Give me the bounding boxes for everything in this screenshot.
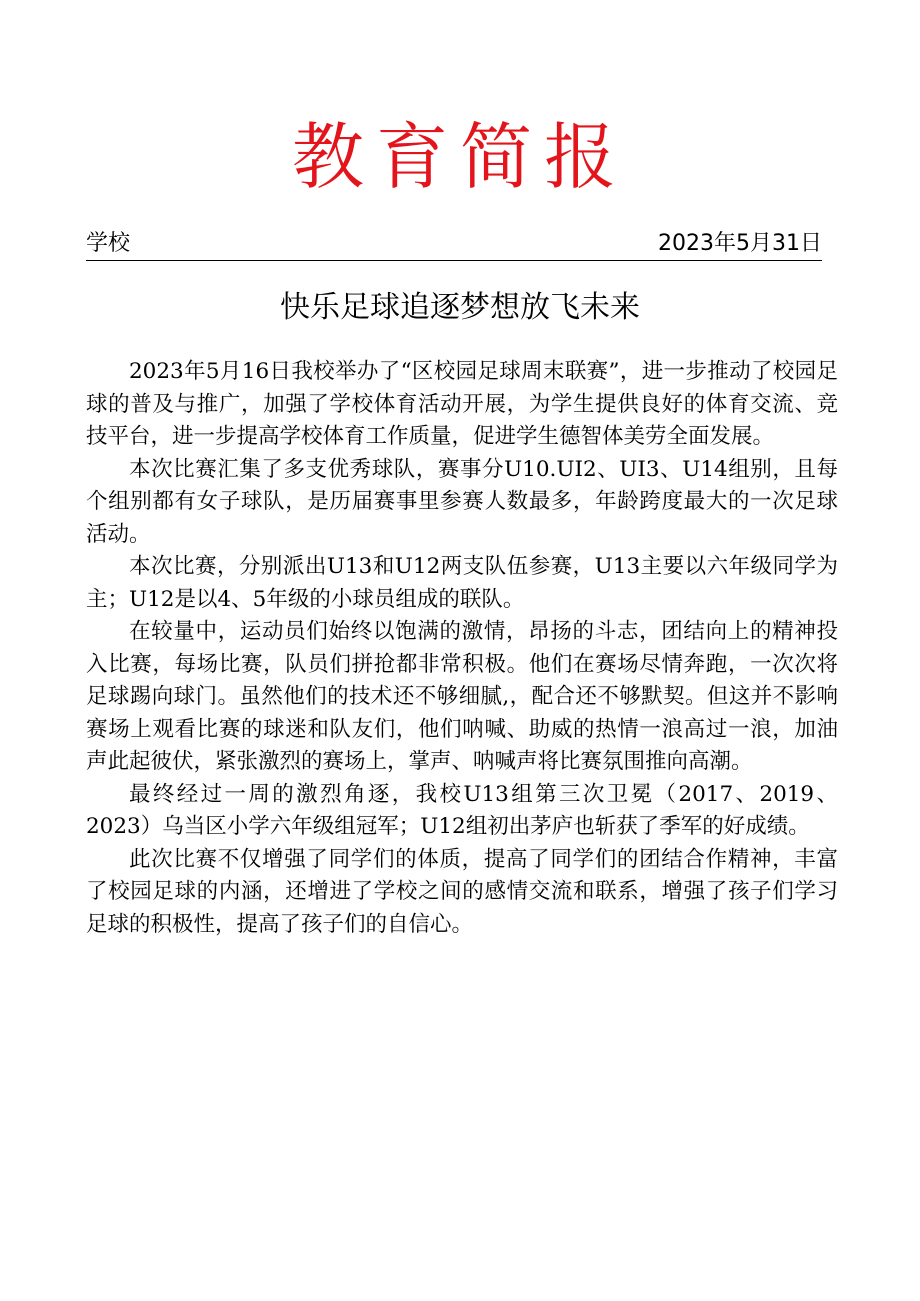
article-paragraph: 本次比赛汇集了多支优秀球队，赛事分U10.UI2、UI3、U14组别，且每个组别都有女子球队，是历届赛事里参赛人数最多，年龄跨度最大的一次足球活动。 — [86, 456, 838, 547]
article-paragraph: 2023年5月16日我校举办了“区校园足球周末联赛”，进一步推动了校园足球的普及与推广，加强了学校体育活动开展，为学生提供良好的体育交流、竞技平台，进一步提高学校体育工作质量，促进学生德智体美劳全面发展。 — [86, 359, 838, 449]
article-paragraph: 本次比赛，分别派出U13和U12两支队伍参赛，U13主要以六年级同学为主；U12是以4、5年级的小球员组成的联队。 — [86, 554, 838, 612]
article-body — [86, 356, 838, 941]
article-paragraph: 此次比赛不仅增强了同学们的体质，提高了同学们的团结合作精神，丰富了校园足球的内涵，还增进了学校之间的感情交流和联系，增强了孩子们学习足球的积极性，提高了孩子们的自信心。 — [86, 846, 838, 937]
meta-line — [86, 228, 822, 261]
masthead-title: 教育简报 — [291, 115, 628, 199]
issue-date: 2023年5月31日 — [658, 231, 822, 256]
article-headline: 快乐足球追逐梦想放飞未来 — [280, 290, 640, 325]
school-label: 学校 — [86, 231, 131, 256]
article-paragraph: 在较量中，运动员们始终以饱满的激情，昂扬的斗志，团结向上的精神投入比赛，每场比赛，队员们拼抢都非常积极。他们在赛场尽情奔跑，一次次将足球踢向球门。虽然他们的技术还不够细腻,，配合还不够默契。但这并不影响赛场上观看比赛的球迷和队友们，他们呐喊、助威的热情一浪高过一浪，加油声此起彼伏，紧张激烈的赛场上，掌声、呐喊声将比赛氛围推向高潮。 — [86, 619, 838, 774]
article-paragraph: 最终经过一周的激烈角逐，我校U13组第三次卫冕（2017、2019、2023）乌当区小学六年级组冠军；U12组初出茅庐也斩获了季军的好成绩。 — [86, 781, 838, 839]
